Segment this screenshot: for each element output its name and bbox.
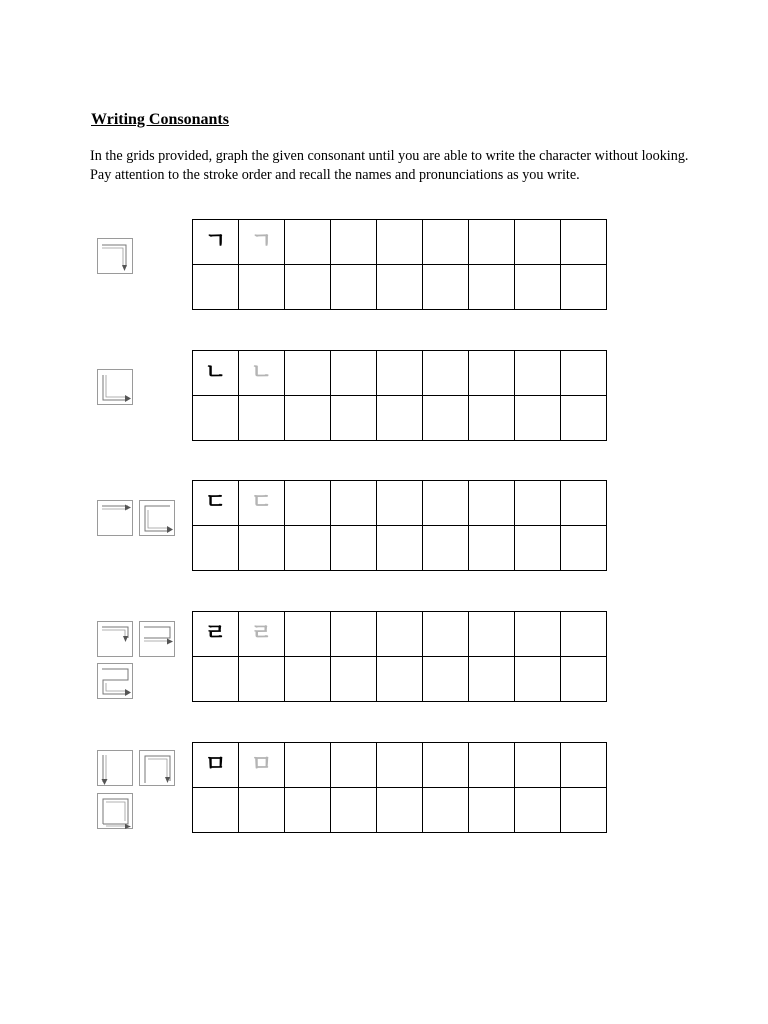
practice-cell[interactable] [377,612,423,657]
stroke-order-diagram-3b [139,500,175,536]
practice-cell[interactable] [193,526,239,571]
practice-cell[interactable] [331,265,377,310]
practice-cell[interactable] [331,396,377,441]
practice-cell[interactable] [469,788,515,833]
practice-cell[interactable] [377,657,423,702]
practice-cell[interactable] [515,220,561,265]
practice-cell[interactable] [423,351,469,396]
stroke-order-diagram-4a [97,621,133,657]
trace-character: ㄷ [239,481,285,526]
trace-character: ㄱ [239,220,285,265]
practice-cell[interactable] [239,526,285,571]
page-title: Writing Consonants [91,111,229,128]
consonant-section-4 [0,611,768,707]
stroke-arrow-icon [98,664,134,700]
practice-grid-4 [192,611,607,702]
model-character: ㄹ [193,612,239,657]
practice-cell[interactable] [515,481,561,526]
practice-cell[interactable] [285,526,331,571]
practice-cell[interactable] [285,351,331,396]
practice-cell[interactable] [193,788,239,833]
stroke-arrow-icon [98,622,134,658]
stroke-order-diagram-5b [139,750,175,786]
practice-cell[interactable] [561,351,607,396]
practice-cell[interactable] [469,526,515,571]
trace-character: ㄹ [239,612,285,657]
stroke-order-diagram-4b [139,621,175,657]
practice-grid-1 [192,219,607,310]
practice-cell[interactable] [469,351,515,396]
consonant-section-5 [0,742,768,838]
practice-cell[interactable] [377,396,423,441]
practice-cell[interactable] [423,743,469,788]
instructions-text: In the grids provided, graph the given consonant until you are able to write the character without looking. Pay attention to the stroke order and recall the names and pronunciations as you write. [90,148,689,183]
practice-cell[interactable] [515,657,561,702]
consonant-section-3 [0,480,768,576]
practice-cell[interactable] [331,657,377,702]
stroke-arrow-icon [140,622,176,658]
stroke-arrow-icon [98,751,134,787]
practice-cell[interactable] [285,481,331,526]
practice-cell[interactable] [515,396,561,441]
practice-cell[interactable] [515,526,561,571]
stroke-order-diagram-5a [97,750,133,786]
practice-cell[interactable] [285,612,331,657]
practice-cell[interactable] [285,657,331,702]
practice-cell[interactable] [377,220,423,265]
practice-cell[interactable] [561,481,607,526]
stroke-arrow-icon [140,751,176,787]
model-character: ㄴ [193,351,239,396]
stroke-order-diagram-1 [97,238,133,274]
stroke-arrow-icon [140,501,176,537]
practice-cell[interactable] [377,788,423,833]
practice-cell[interactable] [331,788,377,833]
trace-character: ㅁ [239,743,285,788]
practice-cell[interactable] [561,657,607,702]
practice-cell[interactable] [561,220,607,265]
practice-cell[interactable] [561,396,607,441]
practice-cell[interactable] [331,743,377,788]
practice-cell[interactable] [377,351,423,396]
stroke-arrow-icon [98,239,134,275]
stroke-order-diagram-5c [97,793,133,829]
practice-cell[interactable] [239,788,285,833]
practice-cell[interactable] [423,481,469,526]
practice-cell[interactable] [469,481,515,526]
practice-cell[interactable] [469,396,515,441]
practice-cell[interactable] [469,220,515,265]
practice-cell[interactable] [331,612,377,657]
practice-cell[interactable] [377,526,423,571]
practice-cell[interactable] [561,743,607,788]
consonant-section-1 [0,219,768,315]
practice-grid-5 [192,742,607,833]
practice-cell[interactable] [515,351,561,396]
practice-cell[interactable] [239,396,285,441]
practice-cell[interactable] [561,526,607,571]
practice-cell[interactable] [377,481,423,526]
model-character: ㄱ [193,220,239,265]
practice-cell[interactable] [331,351,377,396]
practice-cell[interactable] [377,743,423,788]
practice-cell[interactable] [469,743,515,788]
practice-grid-3 [192,480,607,571]
practice-cell[interactable] [193,265,239,310]
practice-cell[interactable] [193,396,239,441]
practice-cell[interactable] [423,657,469,702]
practice-cell[interactable] [331,481,377,526]
practice-cell[interactable] [423,265,469,310]
practice-cell[interactable] [285,743,331,788]
stroke-arrow-icon [98,501,134,537]
trace-character: ㄴ [239,351,285,396]
practice-cell[interactable] [377,265,423,310]
practice-cell[interactable] [515,265,561,310]
practice-cell[interactable] [423,396,469,441]
stroke-order-diagram-2 [97,369,133,405]
practice-cell[interactable] [561,612,607,657]
practice-cell[interactable] [469,657,515,702]
stroke-order-diagram-3a [97,500,133,536]
practice-cell[interactable] [285,396,331,441]
practice-cell[interactable] [193,657,239,702]
practice-cell[interactable] [469,612,515,657]
model-character: ㅁ [193,743,239,788]
practice-cell[interactable] [515,612,561,657]
practice-cell[interactable] [239,265,285,310]
consonant-section-2 [0,350,768,446]
stroke-order-diagram-4c [97,663,133,699]
practice-cell[interactable] [423,526,469,571]
practice-cell[interactable] [239,657,285,702]
practice-cell[interactable] [561,788,607,833]
model-character: ㄷ [193,481,239,526]
stroke-arrow-icon [98,370,134,406]
practice-cell[interactable] [515,743,561,788]
practice-cell[interactable] [469,265,515,310]
practice-cell[interactable] [331,220,377,265]
practice-grid-2 [192,350,607,441]
practice-cell[interactable] [561,265,607,310]
stroke-arrow-icon [98,794,134,830]
practice-cell[interactable] [423,788,469,833]
practice-cell[interactable] [423,612,469,657]
practice-cell[interactable] [423,220,469,265]
practice-cell[interactable] [331,526,377,571]
practice-cell[interactable] [285,788,331,833]
practice-cell[interactable] [285,220,331,265]
practice-cell[interactable] [515,788,561,833]
practice-cell[interactable] [285,265,331,310]
